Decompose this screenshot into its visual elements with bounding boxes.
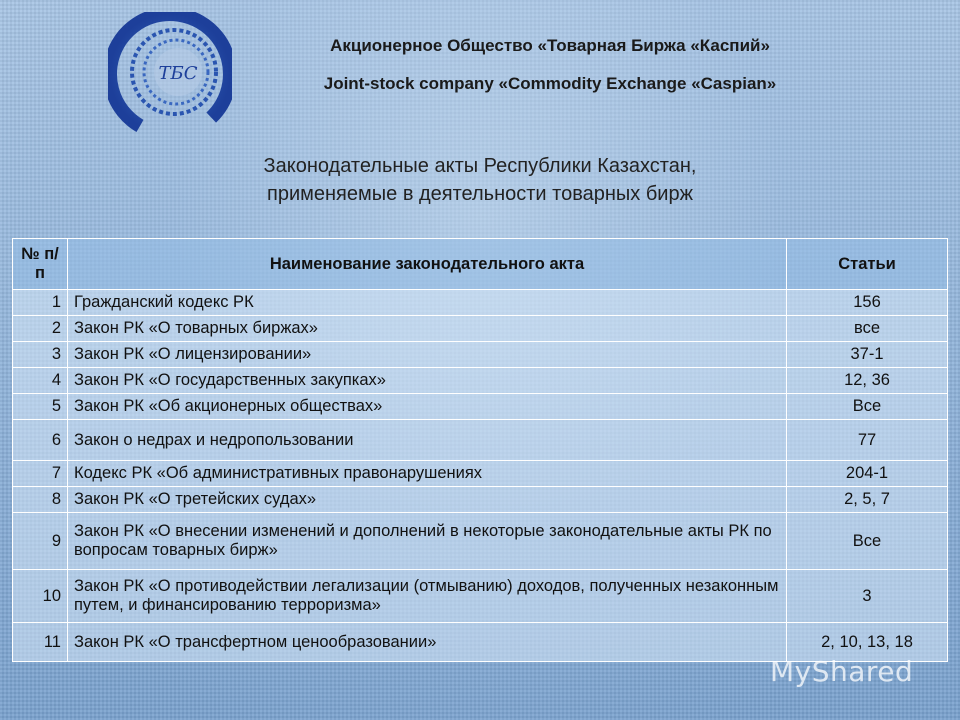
page-subtitle	[160, 152, 800, 208]
row-num: 11	[13, 623, 68, 662]
row-name: Закон РК «О государственных закупках»	[68, 368, 787, 394]
row-articles: 12, 36	[787, 368, 948, 394]
row-num: 5	[13, 394, 68, 420]
row-num: 7	[13, 461, 68, 487]
row-articles: все	[787, 316, 948, 342]
row-name: Кодекс РК «Об административных правонарушениях	[68, 461, 787, 487]
table-row	[13, 342, 948, 368]
company-title-en: Joint-stock company «Commodity Exchange «Caspian»	[323, 74, 777, 93]
row-articles: 77	[787, 420, 948, 461]
header-name: Наименование законодательного акта	[68, 239, 787, 290]
row-num: 1	[13, 290, 68, 316]
row-articles: 2, 10, 13, 18	[787, 623, 948, 662]
header-articles: Статьи	[787, 239, 948, 290]
table-row	[13, 420, 948, 461]
row-articles: 37-1	[787, 342, 948, 368]
table-row	[13, 487, 948, 513]
header	[240, 36, 860, 96]
table-row	[13, 290, 948, 316]
subtitle-line-2: применяемые в деятельности товарных бирж	[267, 183, 693, 205]
row-name: Закон РК «О трансфертном ценообразовании»	[68, 623, 787, 662]
row-articles: 156	[787, 290, 948, 316]
row-num: 10	[13, 570, 68, 623]
table-row	[13, 461, 948, 487]
company-logo	[108, 12, 232, 136]
watermark: MyShared	[770, 655, 914, 688]
table-row	[13, 513, 948, 570]
row-name: Закон РК «Об акционерных обществах»	[68, 394, 787, 420]
company-title-ru: Акционерное Общество «Товарная Биржа «Каспий»	[330, 36, 770, 55]
row-name: Закон РК «О внесении изменений и дополнений в некоторые законодательные акты РК по вопросам товарных бирж»	[68, 513, 787, 570]
row-articles: 204-1	[787, 461, 948, 487]
table-row	[13, 368, 948, 394]
row-articles: 3	[787, 570, 948, 623]
row-num: 9	[13, 513, 68, 570]
row-name: Закон РК «О третейских судах»	[68, 487, 787, 513]
row-name: Закон РК «О противодействии легализации (отмыванию) доходов, полученных незаконным путем, и финансированию терроризма»	[68, 570, 787, 623]
row-name: Закон о недрах и недропользовании	[68, 420, 787, 461]
header-num: № п/п	[13, 239, 68, 290]
row-num: 6	[13, 420, 68, 461]
row-articles: Все	[787, 394, 948, 420]
row-num: 3	[13, 342, 68, 368]
row-articles: Все	[787, 513, 948, 570]
row-num: 4	[13, 368, 68, 394]
row-name: Закон РК «О товарных биржах»	[68, 316, 787, 342]
subtitle-line-1: Законодательные акты Республики Казахстан,	[263, 155, 697, 177]
row-num: 2	[13, 316, 68, 342]
table-row	[13, 316, 948, 342]
laws-table	[12, 238, 948, 662]
row-name: Закон РК «О лицензировании»	[68, 342, 787, 368]
row-articles: 2, 5, 7	[787, 487, 948, 513]
logo-text: ТБС	[158, 63, 198, 84]
table-row	[13, 394, 948, 420]
table-row	[13, 570, 948, 623]
row-name: Гражданский кодекс РК	[68, 290, 787, 316]
row-num: 8	[13, 487, 68, 513]
